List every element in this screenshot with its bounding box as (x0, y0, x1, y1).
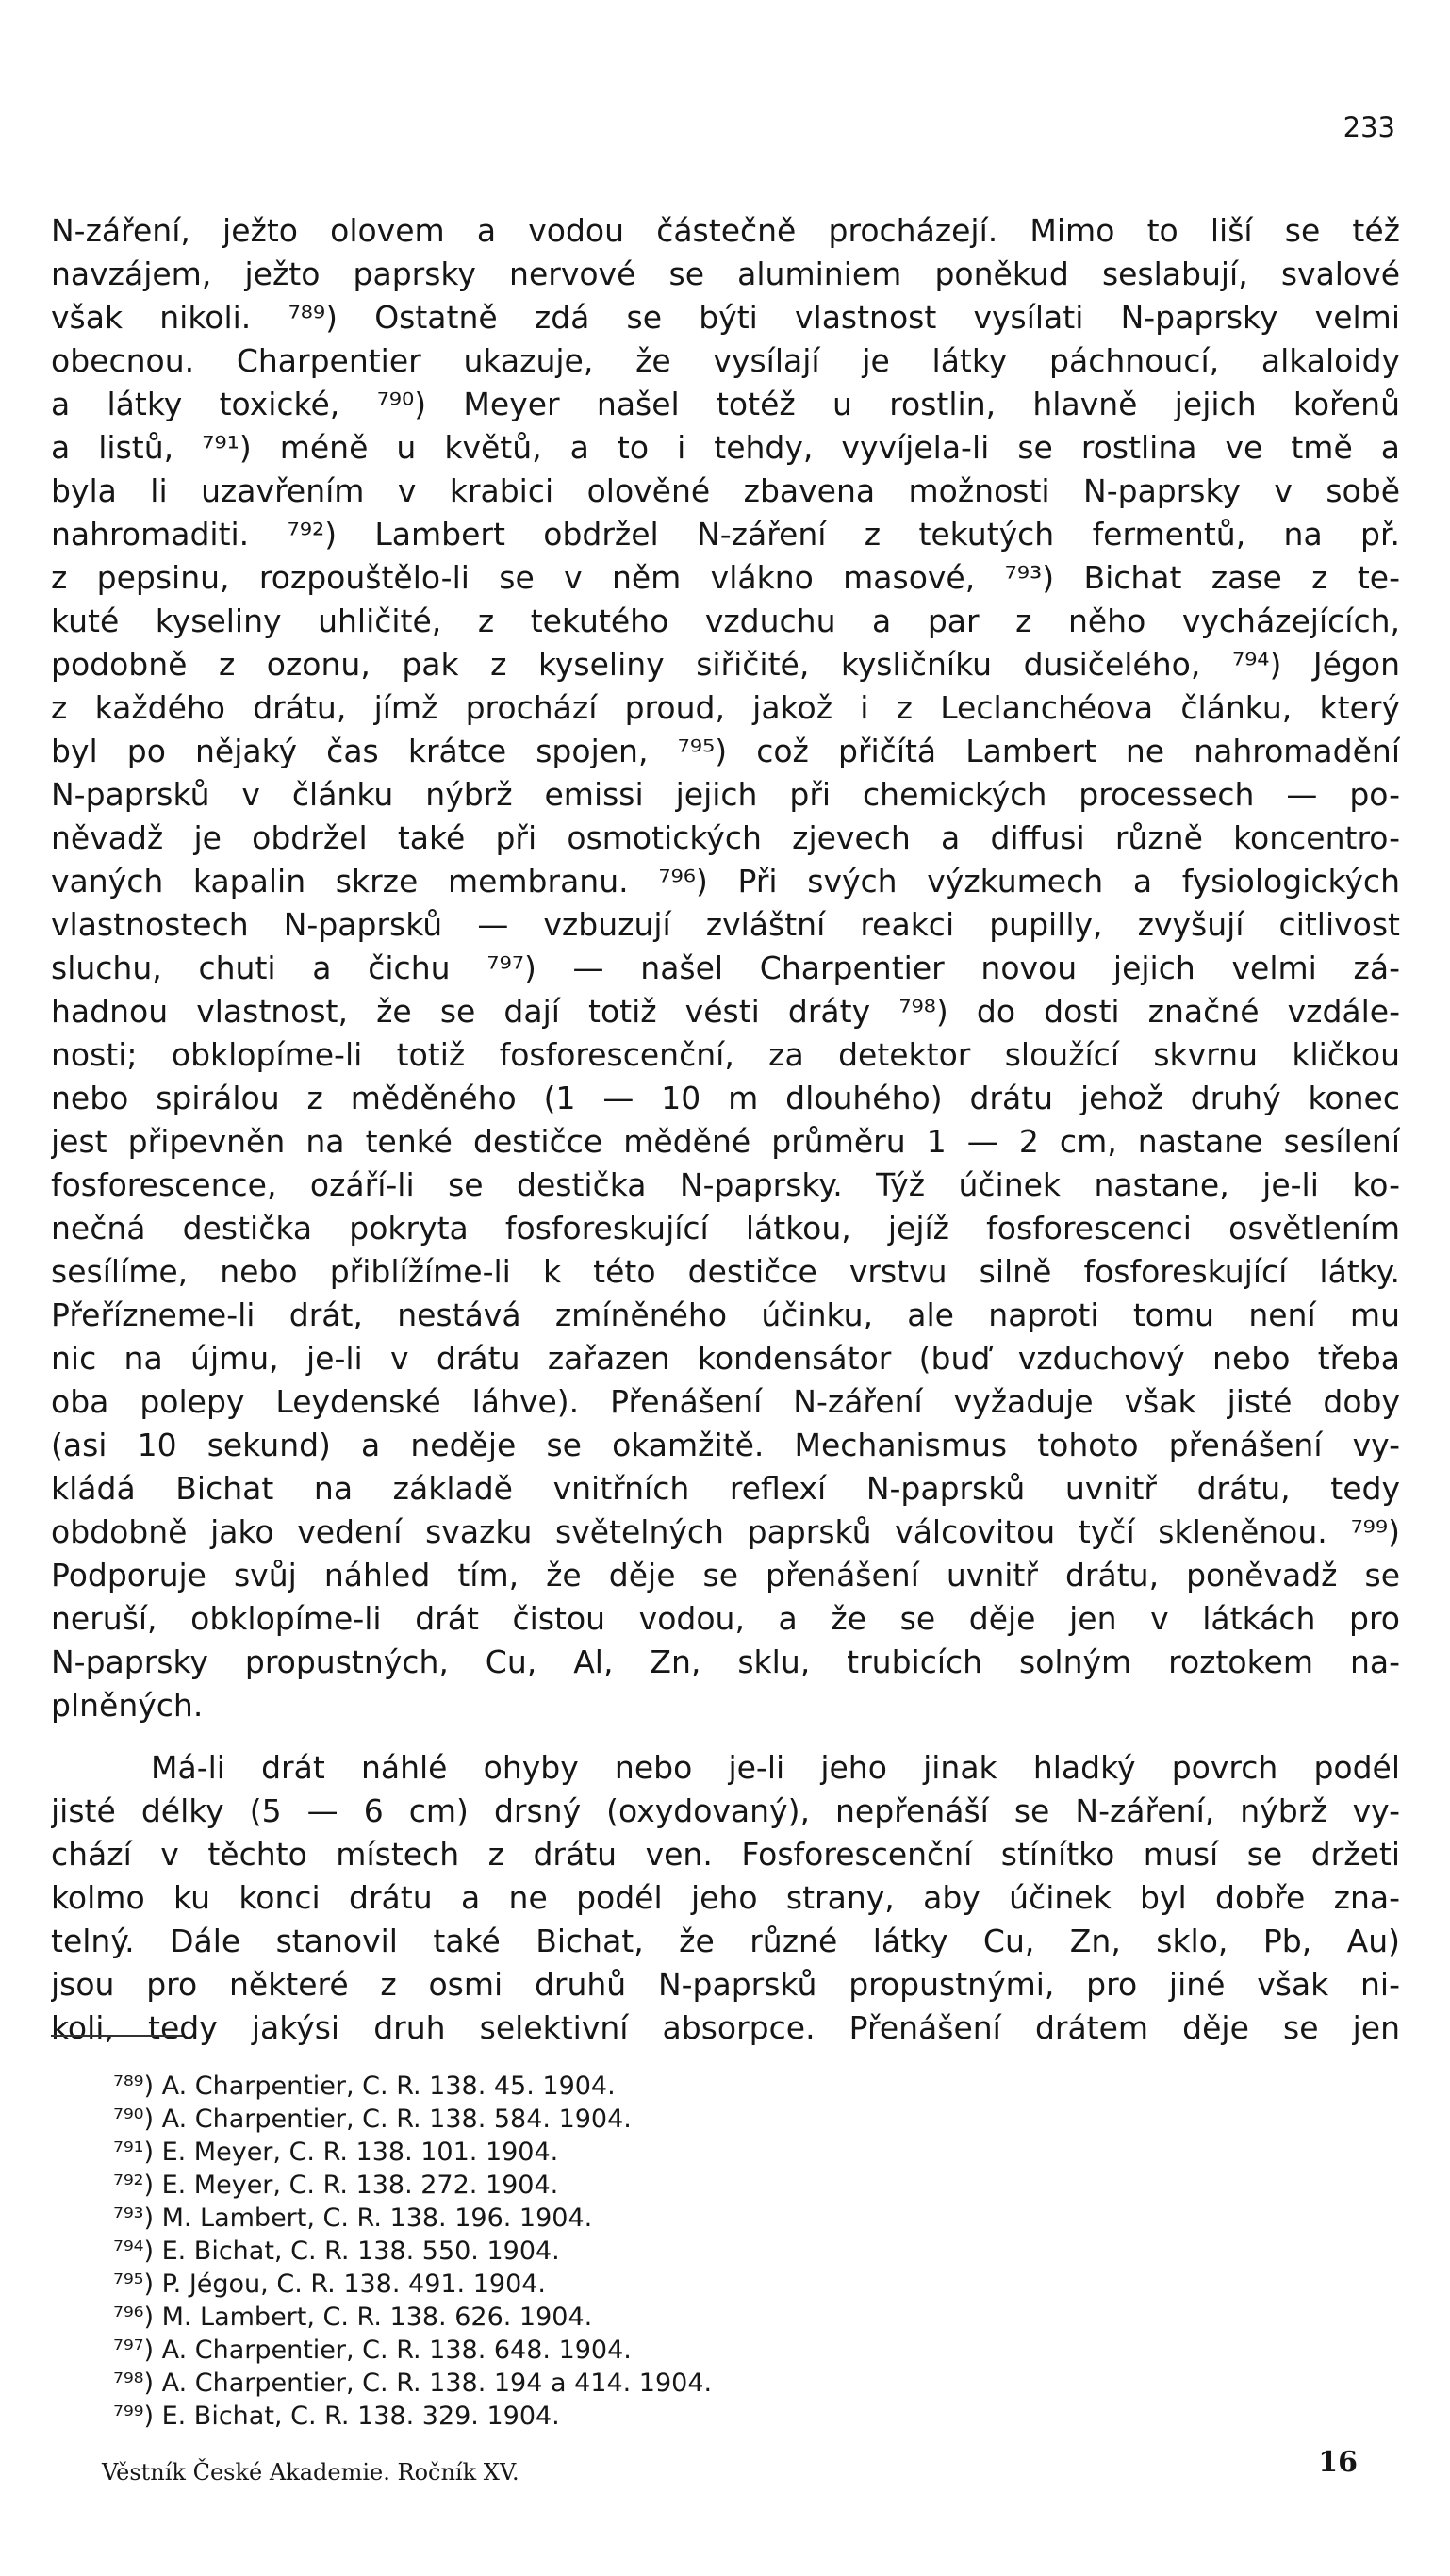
text-line: kuté kyseliny uhličité, z tekutého vzduchu a par z něho vycházejících, (51, 603, 1400, 639)
text-line: kolmo ku konci drátu a ne podél jeho strany, aby účinek byl dobře zna- (51, 1879, 1400, 1916)
text-line: N-paprsky propustných, Cu, Al, Zn, sklu, trubicích solným roztokem na- (51, 1643, 1400, 1680)
text-line: nečná destička pokryta fosforeskující látkou, jejíž fosforescenci osvětlením (51, 1210, 1400, 1247)
text-line: neruší, obklopíme-li drát čistou vodou, a že se děje jen v látkách pro (51, 1600, 1400, 1637)
text-line: kládá Bichat na základě vnitřních reflexí N-paprsků uvnitř drátu, tedy (51, 1470, 1400, 1507)
text-line: sesílíme, nebo přiblížíme-li k této destičce vrstvu silně fosforeskující látky. (51, 1253, 1400, 1290)
text-line: byla li uzavřením v krabici olověné zbavena možnosti N-paprsky v sobě (51, 472, 1400, 509)
text-line: plněných. (51, 1687, 204, 1724)
sheet-number: 16 (1318, 2446, 1358, 2479)
footnote: ⁷⁹⁸) A. Charpentier, C. R. 138. 194 a 414. 1904. (113, 2369, 713, 2398)
text-line: (asi 10 sekund) a neděje se okamžitě. Mechanismus tohoto přenášení vy- (51, 1427, 1400, 1463)
text-line: N-paprsků v článku nýbrž emissi jejich při chemických processech — po- (51, 776, 1400, 813)
text-line: jisté délky (5 — 6 cm) drsný (oxydovaný), nepřenáší se N-záření, nýbrž vy- (51, 1792, 1400, 1829)
footnote: ⁷⁹²) E. Meyer, C. R. 138. 272. 1904. (113, 2171, 559, 2200)
text-line: nahromaditi. ⁷⁹²) Lambert obdržel N-záření z tekutých fermentů, na př. (51, 516, 1400, 553)
text-line: sluchu, chuti a čichu ⁷⁹⁷) — našel Charpentier novou jejich velmi zá- (51, 949, 1400, 986)
text-line: něvadž je obdržel také při osmotických zjevech a diffusi různě koncentro- (51, 819, 1400, 856)
text-line: obdobně jako vedení svazku světelných paprsků válcovitou tyčí skleněnou. ⁷⁹⁹) (51, 1513, 1400, 1550)
text-line: koli, tedy jakýsi druh selektivní absorpce. Přenášení drátem děje se jen (51, 2009, 1400, 2046)
text-line: navzájem, ježto paprsky nervové se aluminiem poněkud seslabují, svalové (51, 256, 1400, 292)
footnote: ⁷⁹¹) E. Meyer, C. R. 138. 101. 1904. (113, 2138, 559, 2167)
footnote-rule (51, 2035, 183, 2037)
text-line: jsou pro některé z osmi druhů N-paprsků propustnými, pro jiné však ni- (51, 1966, 1400, 2003)
footnote: ⁷⁹⁶) M. Lambert, C. R. 138. 626. 1904. (113, 2303, 593, 2332)
text-line: vaných kapalin skrze membranu. ⁷⁹⁶) Při svých výzkumech a fysiologických (51, 863, 1400, 900)
text-line: a listů, ⁷⁹¹) méně u květů, a to i tehdy, vyvíjela-li se rostlina ve tmě a (51, 429, 1400, 466)
text-line: chází v těchto místech z drátu ven. Fosforescenční stínítko musí se držeti (51, 1836, 1400, 1873)
footnote: ⁷⁹⁴) E. Bichat, C. R. 138. 550. 1904. (113, 2237, 560, 2266)
text-line: nosti; obklopíme-li totiž fosforescenční, za detektor sloužící skvrnu kličkou (51, 1036, 1400, 1073)
footnote: ⁷⁹⁷) A. Charpentier, C. R. 138. 648. 1904. (113, 2336, 632, 2365)
text-line: však nikoli. ⁷⁸⁹) Ostatně zdá se býti vlastnost vysílati N-paprsky velmi (51, 299, 1400, 336)
text-line: N-záření, ježto olovem a vodou částečně procházejí. Mimo to liší se též (51, 212, 1400, 249)
text-line: fosforescence, ozáří-li se destička N-paprsky. Týž účinek nastane, je-li ko- (51, 1166, 1400, 1203)
footnote: ⁷⁹³) M. Lambert, C. R. 138. 196. 1904. (113, 2204, 593, 2233)
text-line: obecnou. Charpentier ukazuje, že vysílají je látky páchnoucí, alkaloidy (51, 342, 1400, 379)
text-line: Přeřízneme-li drát, nestává zmíněného účinku, ale naproti tomu není mu (51, 1296, 1400, 1333)
footnote: ⁷⁹⁹) E. Bichat, C. R. 138. 329. 1904. (113, 2402, 560, 2431)
text-line: telný. Dále stanovil také Bichat, že různé látky Cu, Zn, sklo, Pb, Au) (51, 1923, 1400, 1959)
footnote: ⁷⁹⁰) A. Charpentier, C. R. 138. 584. 1904. (113, 2105, 632, 2134)
text-line: z každého drátu, jímž prochází proud, jakož i z Leclanchéova článku, který (51, 689, 1400, 726)
text-line: Má-li drát náhlé ohyby nebo je-li jeho jinak hladký povrch podél (151, 1749, 1400, 1786)
footnote: ⁷⁹⁵) P. Jégou, C. R. 138. 491. 1904. (113, 2270, 547, 2299)
text-line: jest připevněn na tenké destičce měděné průměru 1 — 2 cm, nastane sesílení (51, 1123, 1400, 1160)
text-line: nic na újmu, je-li v drátu zařazen kondensátor (buď vzduchový nebo třeba (51, 1340, 1400, 1377)
text-line: podobně z ozonu, pak z kyseliny siřičité, kysličníku dusičelého, ⁷⁹⁴) Jégon (51, 646, 1400, 683)
text-line: hadnou vlastnost, že se dají totiž vésti dráty ⁷⁹⁸) do dosti značné vzdále- (51, 993, 1400, 1030)
text-line: vlastnostech N-paprsků — vzbuzují zvláštní reakci pupilly, zvyšují citlivost (51, 906, 1400, 943)
text-line: oba polepy Leydenské láhve). Přenášení N-záření vyžaduje však jisté doby (51, 1383, 1400, 1420)
text-line: Podporuje svůj náhled tím, že děje se přenášení uvnitř drátu, poněvadž se (51, 1557, 1400, 1593)
footnote: ⁷⁸⁹) A. Charpentier, C. R. 138. 45. 1904. (113, 2072, 616, 2101)
text-line: nebo spirálou z měděného (1 — 10 m dlouhého) drátu jehož druhý konec (51, 1080, 1400, 1116)
text-line: z pepsinu, rozpouštělo-li se v něm vlákno masové, ⁷⁹³) Bichat zase z te- (51, 559, 1400, 596)
text-line: a látky toxické, ⁷⁹⁰) Meyer našel totéž u rostlin, hlavně jejich kořenů (51, 386, 1400, 422)
page-number: 233 (1343, 111, 1395, 143)
text-line: byl po nějaký čas krátce spojen, ⁷⁹⁵) což přičítá Lambert ne nahromadění (51, 733, 1400, 769)
journal-footer: Věstník České Akademie. Ročník XV. (102, 2459, 519, 2485)
